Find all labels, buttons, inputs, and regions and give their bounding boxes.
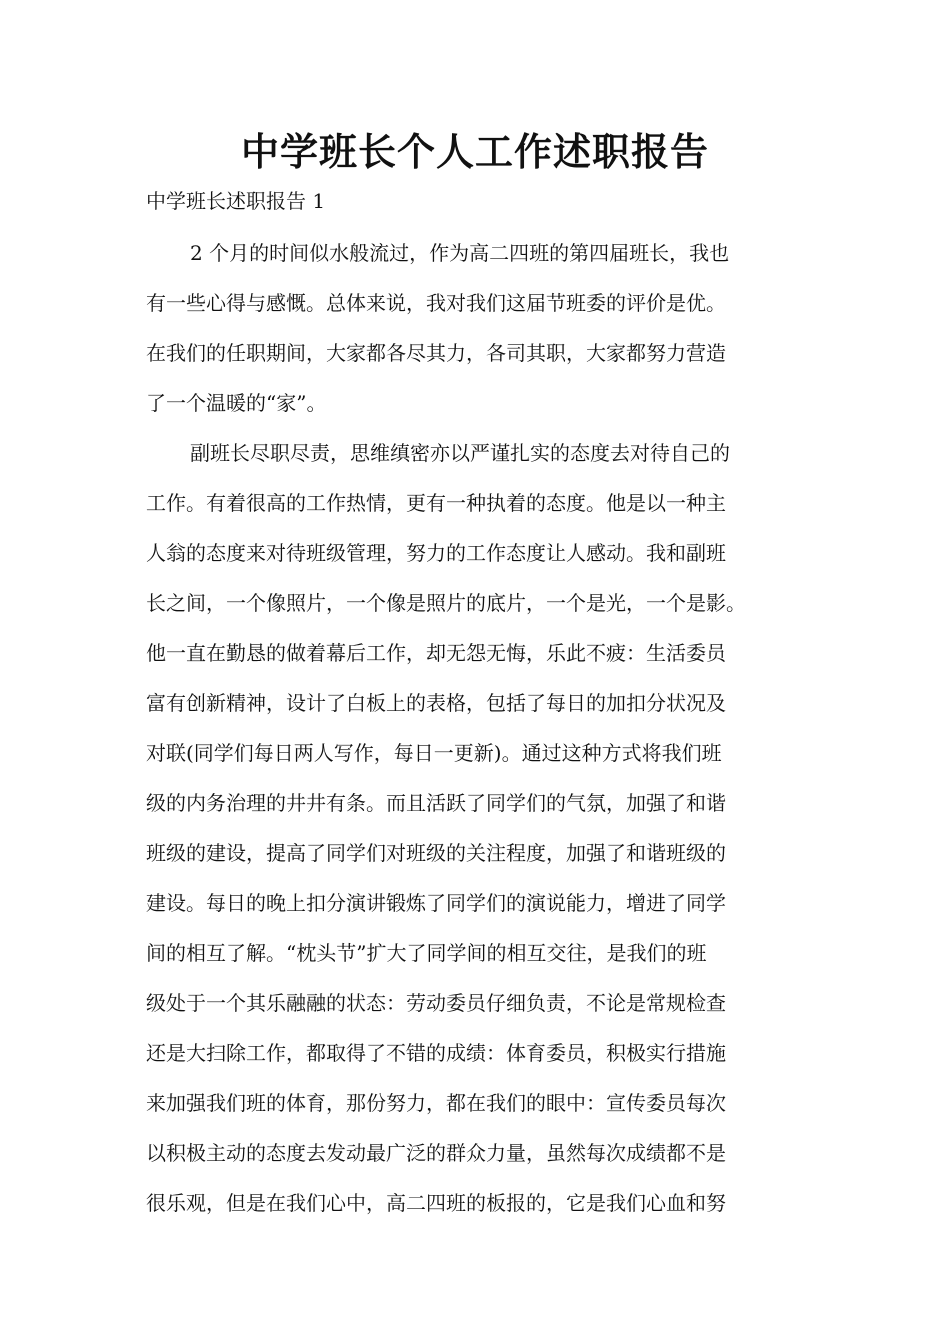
paragraph-line: 对联(同学们每日两人写作，每日一更新)。通过这种方式将我们班 <box>146 741 722 765</box>
document-subtitle: 中学班长述职报告 1 <box>146 189 326 213</box>
paragraph-line: 级处于一个其乐融融的状态：劳动委员仔细负责，不论是常规检查 <box>146 991 726 1015</box>
paragraph-line: 很乐观，但是在我们心中，高二四班的板报的，它是我们心血和努 <box>146 1191 726 1215</box>
paragraph-line: 富有创新精神，设计了白板上的表格，包括了每日的加扣分状况及 <box>146 691 726 715</box>
paragraph-line: 班级的建设，提高了同学们对班级的关注程度，加强了和谐班级的 <box>146 841 726 865</box>
paragraph-line: 了一个温暖的“家”。 <box>146 391 327 415</box>
paragraph-line: 间的相互了解。“枕头节”扩大了同学间的相互交往，是我们的班 <box>146 941 707 965</box>
paragraph-line: 在我们的任职期间，大家都各尽其力，各司其职，大家都努力营造 <box>146 341 726 365</box>
paragraph-line: 来加强我们班的体育，那份努力，都在我们的眼中：宣传委员每次 <box>146 1091 726 1115</box>
paragraph-line: 工作。有着很高的工作热情，更有一种执着的态度。他是以一种主 <box>146 491 726 515</box>
paragraph-line: 建设。每日的晚上扣分演讲锻炼了同学们的演说能力，增进了同学 <box>146 891 726 915</box>
document-title: 中学班长个人工作述职报告 <box>240 130 709 174</box>
paragraph-line: 副班长尽职尽责，思维缜密亦以严谨扎实的态度去对待自己的 <box>190 441 730 465</box>
paragraph-line: 有一些心得与感慨。总体来说，我对我们这届节班委的评价是优。 <box>146 291 726 315</box>
paragraph-line: 人翁的态度来对待班级管理，努力的工作态度让人感动。我和副班 <box>146 541 726 565</box>
paragraph-line: 2 个月的时间似水般流过，作为高二四班的第四届班长，我也 <box>190 241 730 265</box>
paragraph-line: 以积极主动的态度去发动最广泛的群众力量，虽然每次成绩都不是 <box>146 1141 726 1165</box>
paragraph-line: 还是大扫除工作，都取得了不错的成绩：体育委员，积极实行措施 <box>146 1041 726 1065</box>
paragraph-line: 长之间，一个像照片，一个像是照片的底片，一个是光，一个是影。 <box>146 591 746 615</box>
paragraph-line: 他一直在勤恳的做着幕后工作，却无怨无悔，乐此不疲：生活委员 <box>146 641 726 665</box>
paragraph-line: 级的内务治理的井井有条。而且活跃了同学们的气氛，加强了和谐 <box>146 791 726 815</box>
